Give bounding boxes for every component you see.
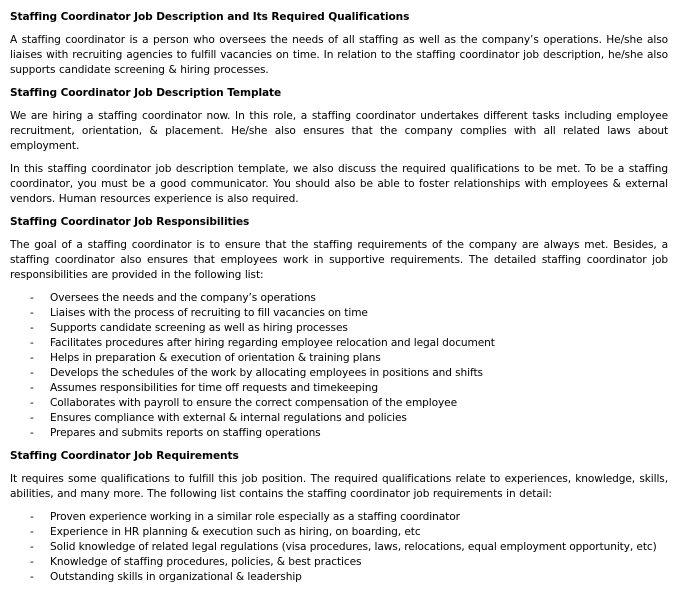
list-item-text: Assumes responsibilities for time off requests and timekeeping: [50, 382, 378, 394]
responsibilities-list: [10, 291, 668, 441]
list-item-text: Develops the schedules of the work by allocating employees in positions and shifts: [50, 367, 483, 379]
bullet-dash: -: [30, 367, 34, 379]
list-item-text: Ensures compliance with external & internal regulations and policies: [50, 412, 407, 424]
bullet-dash: -: [30, 382, 34, 394]
list-item: [10, 540, 668, 555]
list-item: [10, 510, 668, 525]
list-item-text: Prepares and submits reports on staffing operations: [50, 427, 321, 439]
bullet-dash: -: [30, 352, 34, 364]
list-item-text: Oversees the needs and the company’s operations: [50, 292, 316, 304]
list-item: [10, 396, 668, 411]
bullet-dash: -: [30, 541, 34, 553]
list-item: [10, 306, 668, 321]
bullet-dash: -: [30, 292, 34, 304]
responsibilities-heading: Staffing Coordinator Job Responsibilities: [10, 216, 250, 228]
document-title: Staffing Coordinator Job Description and Its Required Qualifications: [10, 11, 410, 23]
list-item: [10, 336, 668, 351]
template-paragraph-1: We are hiring a staffing coordinator now. In this role, a staffing coordinator undertakes different tasks including employee recruitment, orientation, & placement. He/she also ensures that the company complies with all related laws about employment.: [10, 110, 668, 152]
bullet-dash: -: [30, 337, 34, 349]
list-item: [10, 351, 668, 366]
list-item-text: Proven experience working in a similar role especially as a staffing coordinator: [50, 511, 460, 523]
requirements-paragraph: It requires some qualifications to fulfill this job position. The required qualifications relate to experiences, knowledge, skills, abilities, and many more. The following list contains the staffing coordinator job requirements in detail:: [10, 473, 668, 500]
list-item-text: Facilitates procedures after hiring regarding employee relocation and legal document: [50, 337, 495, 349]
list-item: [10, 570, 668, 585]
list-item: [10, 525, 668, 540]
bullet-dash: -: [30, 322, 34, 334]
list-item-text: Experience in HR planning & execution such as hiring, on boarding, etc: [50, 526, 421, 538]
list-item: [10, 366, 668, 381]
list-item-text: Collaborates with payroll to ensure the correct compensation of the employee: [50, 397, 458, 409]
list-item-text: Helps in preparation & execution of orientation & training plans: [50, 352, 381, 364]
list-item-text: Supports candidate screening as well as hiring processes: [50, 322, 348, 334]
list-item-text: Outstanding skills in organizational & leadership: [50, 571, 302, 583]
list-item: [10, 426, 668, 441]
list-item: [10, 381, 668, 396]
template-heading: Staffing Coordinator Job Description Template: [10, 87, 282, 99]
template-paragraph-2: In this staffing coordinator job description template, we also discuss the required qualifications to be met. To be a staffing coordinator, you must be a good communicator. You should also be able to foster relationships with employees & external vendors. Human resources experience is also required.: [10, 163, 668, 205]
bullet-dash: -: [30, 571, 34, 583]
bullet-dash: -: [30, 427, 34, 439]
bullet-dash: -: [30, 556, 34, 568]
bullet-dash: -: [30, 511, 34, 523]
list-item: [10, 411, 668, 426]
list-item: [10, 555, 668, 570]
bullet-dash: -: [30, 412, 34, 424]
requirements-list: [10, 510, 668, 585]
list-item-text: Knowledge of staffing procedures, policies, & best practices: [50, 556, 362, 568]
list-item: [10, 291, 668, 306]
bullet-dash: -: [30, 397, 34, 409]
responsibilities-paragraph: The goal of a staffing coordinator is to ensure that the staffing requirements of the company are always met. Besides, a staffing coordinator also ensures that employees work in supportive requirements. The detailed staffing coordinator job responsibilities are provided in the following list:: [10, 239, 668, 281]
bullet-dash: -: [30, 526, 34, 538]
list-item-text: Liaises with the process of recruiting to fill vacancies on time: [50, 307, 368, 319]
bullet-dash: -: [30, 307, 34, 319]
list-item-text: Solid knowledge of related legal regulations (visa procedures, laws, relocations, equal employment opportunity, etc): [50, 541, 657, 553]
intro-paragraph: A staffing coordinator is a person who oversees the needs of all staffing as well as the company’s operations. He/she also liaises with recruiting agencies to fulfill vacancies on time. In relation to the staffing coordinator job description, he/she also supports candidate screening & hiring processes.: [10, 34, 668, 76]
list-item: [10, 321, 668, 336]
requirements-heading: Staffing Coordinator Job Requirements: [10, 450, 239, 462]
